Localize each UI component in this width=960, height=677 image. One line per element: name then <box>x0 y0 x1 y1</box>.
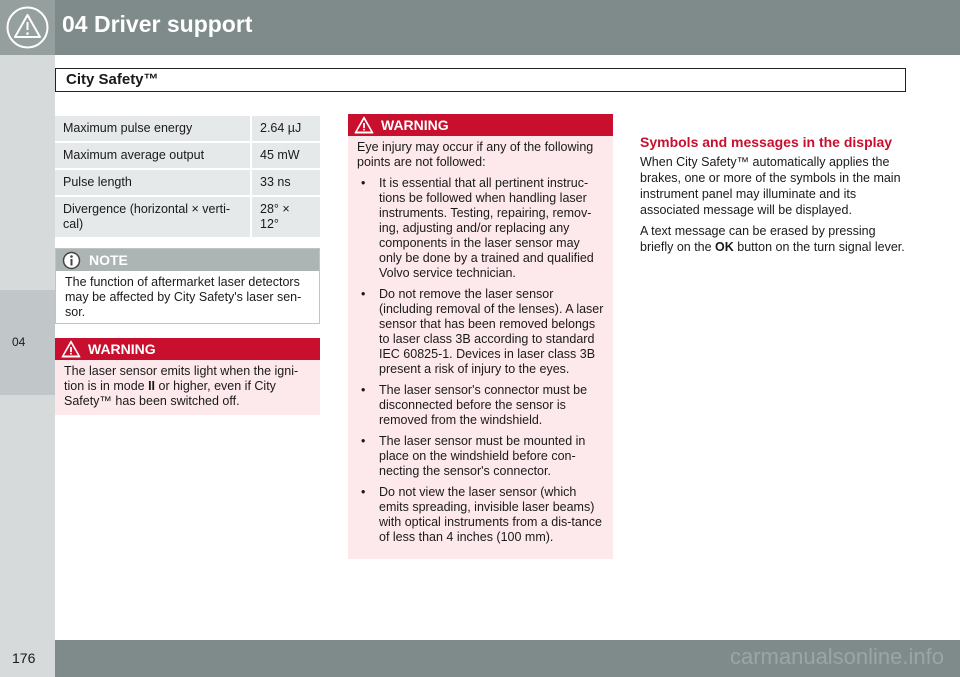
list-item: • Do not remove the laser sensor (including removal of the lenses). A laser sensor that has been removed belongs to laser class 3B according to standard IEC 60825-1. Devices in laser class 3B present a risk of injury to the eyes. <box>357 287 605 377</box>
chapter-title: 04 Driver support <box>62 11 253 37</box>
spec-label: Maximum average output <box>55 143 250 168</box>
note-label: NOTE <box>89 252 128 268</box>
warning-triangle-icon <box>5 5 50 50</box>
warning-text-after: or higher, even if City Safety™ has been switched off. <box>64 379 276 408</box>
footer-page-box <box>0 640 55 677</box>
warning-header <box>348 114 613 136</box>
page-number: 176 <box>12 650 36 666</box>
warning-body <box>348 136 613 559</box>
spec-label: Pulse length <box>55 170 250 195</box>
display-paragraph-1: When City Safety™ automatically applies the brakes, one or more of the symbols in the main instrument panel may illuminate and its associated message will be displayed. <box>640 155 901 217</box>
chapter-number: 04 <box>12 335 26 349</box>
warning-text-before: The laser sensor emits light when the igni-tion is in mode <box>64 364 299 393</box>
note-text: The function of aftermarket laser detectors may be affected by City Safety's laser sen-sor. <box>65 275 302 319</box>
table-row <box>55 197 320 237</box>
spec-value: 45 mW <box>250 143 320 168</box>
warning-box-mode <box>55 338 320 415</box>
table-row <box>55 116 320 141</box>
list-item: • Do not view the laser sensor (which emits spreading, invisible laser beams) with optical instruments from a dis-tance of less than 4 inches (100 mm). <box>357 485 605 545</box>
chapter-tab <box>0 290 55 395</box>
spec-label: Divergence (horizontal × verti-cal) <box>55 197 250 237</box>
warning-triangle-icon <box>354 116 374 134</box>
list-item: • The laser sensor must be mounted in place on the windshield before con-necting the sensor's connector. <box>357 434 605 479</box>
section-title: City Safety™ <box>66 71 159 88</box>
ignition-mode: II <box>148 379 156 393</box>
paragraph-text-after: button on the turn signal lever. <box>733 240 905 254</box>
warning-triangle-icon <box>61 340 81 358</box>
warning-intro: Eye injury may occur if any of the following points are not followed: <box>357 140 594 169</box>
watermark: carmanualsonline.info <box>729 644 944 669</box>
table-row <box>55 143 320 168</box>
warning-box-eye-injury <box>348 114 613 559</box>
note-box <box>55 248 320 324</box>
chapter-header <box>0 0 960 55</box>
spec-label: Maximum pulse energy <box>55 116 250 141</box>
warning-label: WARNING <box>88 341 156 357</box>
warning-header <box>55 338 320 360</box>
header-icon-box <box>0 0 55 55</box>
warning-label: WARNING <box>381 117 449 133</box>
warning-bullet-list <box>357 176 605 545</box>
section-title-bar <box>55 68 906 92</box>
display-paragraph-2 <box>640 223 906 255</box>
display-section-heading: Symbols and messages in the display <box>640 134 893 150</box>
laser-spec-table <box>55 114 320 239</box>
chapter-sidebar <box>0 55 55 640</box>
spec-value: 28° × 12° <box>250 197 320 237</box>
list-item: • It is essential that all pertinent instruc-tions be followed when handling laser instruments. Testing, repairing, remov-ing, adjusting and/or replacing any components in the laser sensor may only be done by a trained and qualified Volvo service technician. <box>357 176 605 281</box>
warning-text <box>55 360 320 417</box>
table-row <box>55 170 320 195</box>
page-footer <box>0 640 960 677</box>
info-circle-icon <box>62 251 81 270</box>
ok-button-name: OK <box>715 240 734 254</box>
spec-value: 2.64 µJ <box>250 116 320 141</box>
list-item: • The laser sensor's connector must be disconnected before the sensor is removed from the windshield. <box>357 383 605 428</box>
note-header <box>56 249 319 271</box>
paragraph-text-before: A text message can be erased by pressing briefly on the <box>640 224 876 254</box>
spec-value: 33 ns <box>250 170 320 195</box>
